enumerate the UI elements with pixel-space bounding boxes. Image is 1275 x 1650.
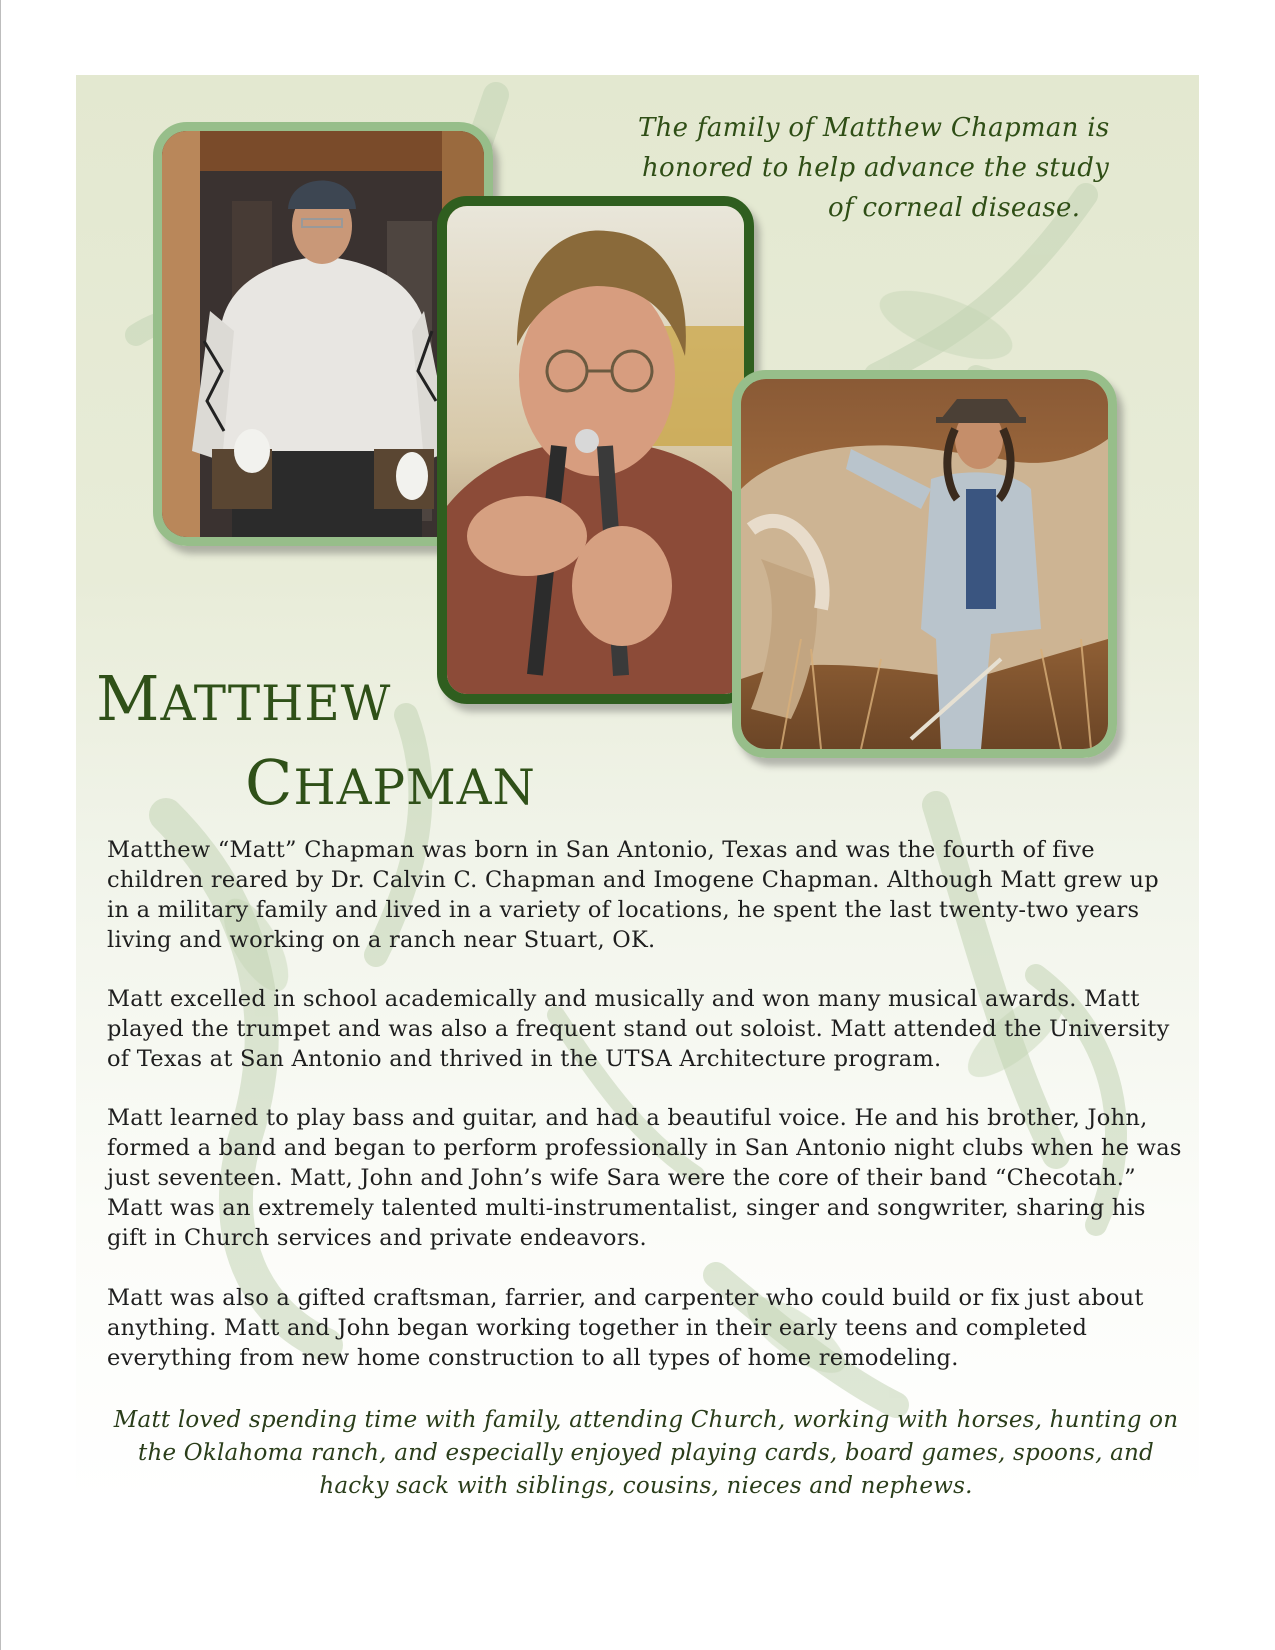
closing-paragraph: Matt loved spending time with family, attending Church, working with horses, hunting on the Oklahoma ranch, and especially enjoyed playing cards, board games, spoons, and hacky sack with siblings, cousins, nieces and nephews. <box>113 1407 1179 1499</box>
carpenter-photo-image <box>162 131 484 537</box>
name-last-rest: HAPMAN <box>293 760 536 816</box>
bio-paragraph-music: Matt learned to play bass and guitar, and had a beautiful voice. He and his brother, John, formed a band and began to perform professionally in San Antonio night clubs when he was just seventeen. Matt, John and John’s wife Sara were the core of their band “Checotah.” Matt was an extremely talented multi-instrumentalist, singer and songwriter, sharing his gift in Church services and private endeavors. <box>107 1105 1182 1251</box>
tagline-line-2: honored to help advance the study <box>642 153 1110 183</box>
tagline-line-3: of corneal disease. <box>828 193 1081 223</box>
name-heading-first <box>96 664 391 739</box>
name-first-initial: M <box>96 662 161 735</box>
bio-paragraph-craftsman: Matt was also a gifted craftsman, farrier, and carpenter who could build or fix just about anything. Matt and John began working together in their early teens and completed everything from new home construction to all types of home remodeling. <box>107 1285 1144 1371</box>
trumpet-photo-image <box>447 206 744 694</box>
bio-paragraph-school: Matt excelled in school academically and musically and won many musical awards. Matt played the trumpet and was also a frequent stand out soloist. Matt attended the University of Texas at San Antonio and thrived in the UTSA Architecture program. <box>107 986 1170 1072</box>
photo-horse <box>732 370 1117 758</box>
photo-trumpet <box>437 196 754 704</box>
page-edge-rule <box>0 0 1 1650</box>
name-first-rest: ATTHEW <box>160 676 392 732</box>
tagline-line-1: The family of Matthew Chapman is <box>638 113 1110 143</box>
name-last-initial: C <box>245 746 294 819</box>
bio-paragraph-birth: Matthew “Matt” Chapman was born in San Antonio, Texas and was the fourth of five children reared by Dr. Calvin C. Chapman and Imogene Chapman. Although Matt grew up in a military family and lived in a variety of locations, he spent the last twenty-two years living and working on a ranch near Stuart, OK. <box>107 837 1159 953</box>
name-heading-last <box>245 748 536 823</box>
horse-photo-image <box>741 379 1108 749</box>
